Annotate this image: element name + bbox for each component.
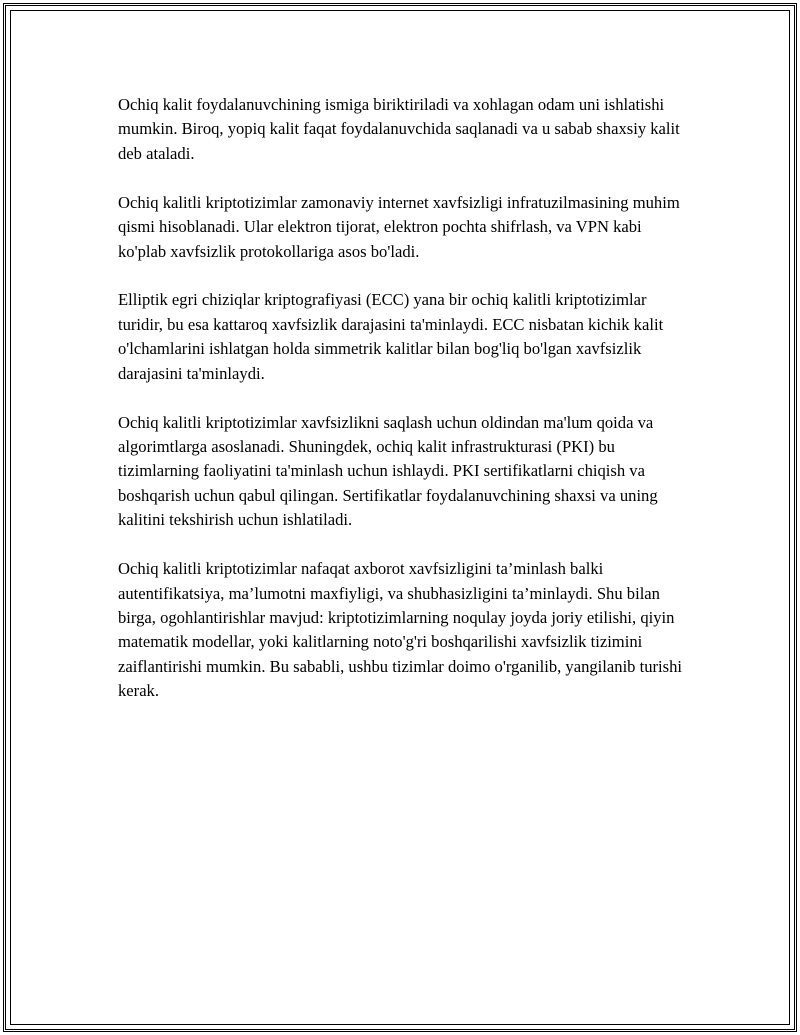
paragraph-key-ownership: Ochiq kalit foydalanuvchining ismiga biriktiriladi va xohlagan odam uni ishlatishi mumkin. Biroq, yopiq kalit faqat foydalanuvchida saqlanadi va u sabab shaxsiy kalit deb ataladi. <box>118 95 680 163</box>
paragraph-pki: Ochiq kalitli kriptotizimlar xavfsizlikni saqlash uchun oldindan ma'lum qoida va algorimtlarga asoslanadi. Shuningdek, ochiq kalit infrastrukturasi (PKI) bu tizimlarning faoliyatini ta'minlash uchun ishlaydi. PKI sertifikatlarni chiqish va boshqarish uchun qabul qilingan. Sertifikatlar foydalanuvchining shaxsi va uning kalitini tekshirish uchun ishlatiladi. <box>118 412 658 530</box>
document-body <box>118 93 683 728</box>
paragraph-conclusion: Ochiq kalitli kriptotizimlar nafaqat axborot xavfsizligini ta’minlash balki autentifikatsiya, ma’lumotni maxfiyligi, va shubhasizligini ta’minlaydi. Shu bilan birga, ogohlantirishlar mavjud: kriptotizimlarning noqulay joyda joriy etilishi, qiyin matematik modellar, yoki kalitlarning noto'g'ri boshqarilishi xavfsizlik tizimini zaiflantirishi mumkin. Bu sababli, ushbu tizimlar doimo o'rganilib, yangilanib turishi kerak. <box>118 559 683 701</box>
paragraph-ecc: Elliptik egri chiziqlar kriptografiyasi (ECC) yana bir ochiq kalitli kriptotizimlar turidir, bu esa kattaroq xavfsizlik darajasini ta'minlaydi. ECC nisbatan kichik kalit o'lchamlarini ishlatgan holda simmetrik kalitlar bilan bog'liq bo'lgan xavfsizlik darajasini ta'minlaydi. <box>118 290 664 383</box>
paragraph-internet-security: Ochiq kalitli kriptotizimlar zamonaviy internet xavfsizligi infratuzilmasining muhim qismi hisoblanadi. Ular elektron tijorat, elektron pochta shifrlash, va VPN kabi ko'plab xavfsizlik protokollariga asos bo'ladi. <box>118 192 680 261</box>
